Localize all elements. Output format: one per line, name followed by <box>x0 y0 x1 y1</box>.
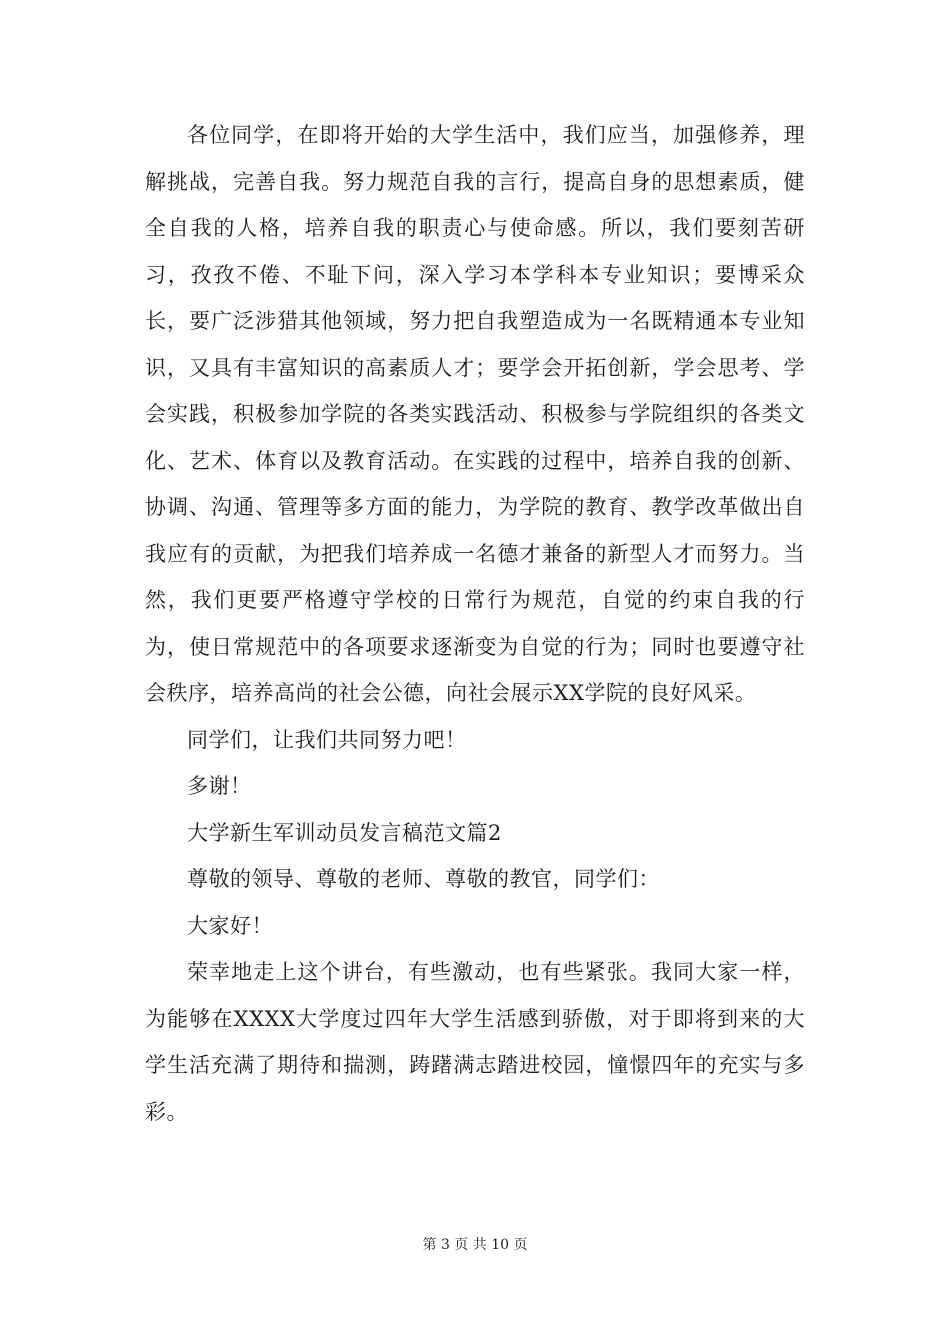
document-body <box>145 112 805 1135</box>
salutation: 尊敬的领导、尊敬的老师、尊敬的教官，同学们： <box>187 867 660 891</box>
page-footer: 第 3 页 共 10 页 <box>422 1237 528 1253</box>
paragraph-7: 荣幸地走上这个讲台，有些激动，也有些紧张。我同大家一样，为能够在XXXX大学度过四年大学生活感到骄傲，对于即将到来的大学生活充满了期待和揣测，踌躇满志踏进校园，憧憬四年的充实与多彩。 <box>145 960 805 1124</box>
paragraph-1: 各位同学，在即将开始的大学生活中，我们应当，加强修养，理解挑战，完善自我。努力规范自我的言行，提高自身的思想素质，健全自我的人格，培养自我的职责心与使命感。所以，我们要刻苦研习，孜孜不倦、不耻下问，深入学习本学科本专业知识；要博采众长，要广泛涉猎其他领域，努力把自我塑造成为一名既精通本专业知识，又具有丰富知识的高素质人才；要学会开拓创新，学会思考、学会实践，积极参加学院的各类实践活动、积极参与学院组织的各类文化、艺术、体育以及教育活动。在实践的过程中，培养自我的创新、协调、沟通、管理等多方面的能力，为学院的教育、教学改革做出自我应有的贡献，为把我们培养成一名德才兼备的新型人才而努力。当然，我们更要严格遵守学校的日常行为规范，自觉的约束自我的行为，使日常规范中的各项要求逐渐变为自觉的行为；同时也要遵守社会秩序，培养高尚的社会公德，向社会展示XX学院的良好风采。 <box>145 123 805 705</box>
paragraph-3: 多谢！ <box>187 774 252 798</box>
greeting: 大家好！ <box>187 913 273 938</box>
section-heading: 大学新生军训动员发言稿范文篇2 <box>187 820 502 845</box>
paragraph-2: 同学们，让我们共同努力吧！ <box>187 727 467 752</box>
